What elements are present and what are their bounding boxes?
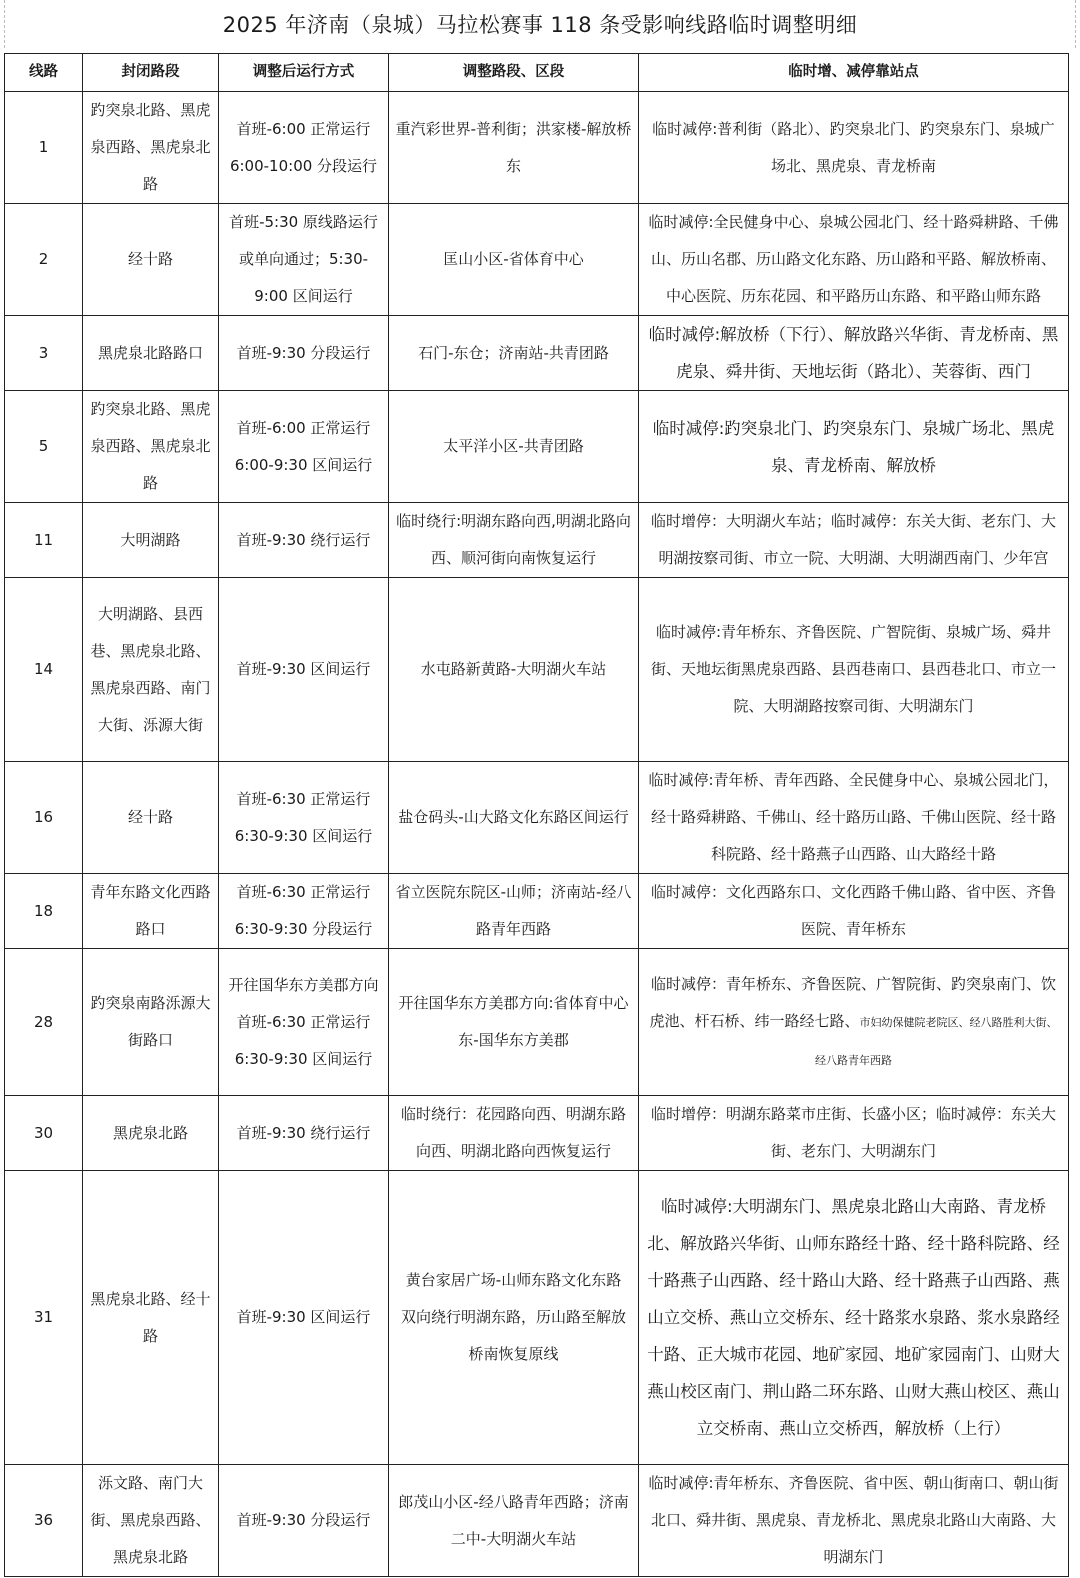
stops: 临时减停：文化西路东口、文化西路千佛山路、省中医、齐鲁医院、青年桥东 bbox=[639, 874, 1069, 949]
segment: 重汽彩世界-普利街；洪家楼-解放桥东 bbox=[389, 92, 639, 204]
stops: 临时减停:趵突泉北门、趵突泉东门、泉城广场北、黑虎泉、青龙桥南、解放桥 bbox=[639, 391, 1069, 503]
table-header-row bbox=[5, 54, 1069, 92]
line-number: 1 bbox=[5, 92, 83, 204]
table-row bbox=[5, 1096, 1069, 1171]
stops: 临时减停:大明湖东门、黑虎泉北路山大南路、青龙桥北、解放路兴华街、山师东路经十路、经十路科院路、经十路燕子山西路、经十路山大路、经十路燕子山西路、燕山立交桥、燕山立交桥东、经十路浆水泉路、浆水泉路经十路、正大城市花园、地矿家园、地矿家园南门、山财大燕山校区南门、荆山路二环东路、山财大燕山校区、燕山立交桥南、燕山立交桥西，解放桥（上行） bbox=[639, 1171, 1069, 1465]
run-mode: 开往国华东方美郡方向 首班-6:30 正常运行 6:30-9:30 区间运行 bbox=[219, 949, 389, 1096]
closed-road: 趵突泉北路、黑虎泉西路、黑虎泉北路 bbox=[83, 391, 219, 503]
segment-detour: 双向绕行明湖东路，历山路至解放桥南恢复原线 bbox=[400, 1308, 626, 1363]
closed-road: 大明湖路、县西巷、黑虎泉北路、黑虎泉西路、南门大街、泺源大街 bbox=[83, 578, 219, 762]
closed-road: 大明湖路 bbox=[83, 503, 219, 578]
segment: 郎茂山小区-经八路青年西路；济南二中-大明湖火车站 bbox=[389, 1465, 639, 1577]
line-number: 36 bbox=[5, 1465, 83, 1577]
line-number: 2 bbox=[5, 204, 83, 316]
closed-road: 黑虎泉北路路口 bbox=[83, 316, 219, 391]
line-number: 18 bbox=[5, 874, 83, 949]
table-row bbox=[5, 503, 1069, 578]
segment: 盐仓码头-山大路文化东路区间运行 bbox=[389, 762, 639, 874]
line-number: 14 bbox=[5, 578, 83, 762]
closed-road: 趵突泉南路泺源大街路口 bbox=[83, 949, 219, 1096]
segment: 临时绕行:明湖东路向西,明湖北路向西、顺河街向南恢复运行 bbox=[389, 503, 639, 578]
stops: 临时减停:全民健身中心、泉城公园北门、经十路舜耕路、千佛山、历山名郡、历山路文化东路、历山路和平路、解放桥南、中心医院、历东花园、和平路历山东路、和平路山师东路 bbox=[639, 204, 1069, 316]
table-row bbox=[5, 204, 1069, 316]
run-mode: 首班-9:30 区间运行 bbox=[219, 1171, 389, 1465]
stops-main: 临时减停：青年桥东、齐鲁医院、广智院街、趵突泉南门、饮虎池、杆石桥、纬一路经七路、 bbox=[649, 974, 1056, 1030]
line-number: 16 bbox=[5, 762, 83, 874]
table-row bbox=[5, 874, 1069, 949]
route-adjustment-table bbox=[4, 53, 1069, 1577]
stops-small-note: 市妇幼保健院老院区、经八路胜利大街、经八路青年西路 bbox=[815, 1015, 1058, 1067]
segment: 匡山小区-省体育中心 bbox=[389, 204, 639, 316]
table-row bbox=[5, 1171, 1069, 1465]
stops: 临时减停:青年桥东、齐鲁医院、省中医、朝山街南口、朝山街北口、舜井街、黑虎泉、青龙桥北、黑虎泉北路山大南路、大明湖东门 bbox=[639, 1465, 1069, 1577]
run-mode: 首班-6:00 正常运行 6:00-9:30 区间运行 bbox=[219, 391, 389, 503]
line-number: 11 bbox=[5, 503, 83, 578]
table-row bbox=[5, 316, 1069, 391]
line-number: 31 bbox=[5, 1171, 83, 1465]
closed-road: 泺文路、南门大街、黑虎泉西路、黑虎泉北路 bbox=[83, 1465, 219, 1577]
closed-road: 经十路 bbox=[83, 762, 219, 874]
header-run-mode: 调整后运行方式 bbox=[219, 54, 389, 92]
closed-road: 黑虎泉北路 bbox=[83, 1096, 219, 1171]
stops bbox=[639, 949, 1069, 1096]
run-mode: 首班-9:30 分段运行 bbox=[219, 1465, 389, 1577]
run-mode: 首班-9:30 区间运行 bbox=[219, 578, 389, 762]
table-row bbox=[5, 578, 1069, 762]
closed-road: 黑虎泉北路、经十路 bbox=[83, 1171, 219, 1465]
segment-primary: 黄台家居广场-山师东路文化东路 bbox=[405, 1271, 622, 1289]
header-segment: 调整路段、区段 bbox=[389, 54, 639, 92]
segment: 石门-东仓；济南站-共青团路 bbox=[389, 316, 639, 391]
table-row bbox=[5, 1465, 1069, 1577]
stops: 临时减停:解放桥（下行）、解放路兴华街、青龙桥南、黑虎泉、舜井街、天地坛街（路北）、芙蓉街、西门 bbox=[639, 316, 1069, 391]
header-closed-road: 封闭路段 bbox=[83, 54, 219, 92]
run-mode: 首班-9:30 绕行运行 bbox=[219, 503, 389, 578]
table-row bbox=[5, 391, 1069, 503]
closed-road: 青年东路文化西路路口 bbox=[83, 874, 219, 949]
segment: 省立医院东院区-山师；济南站-经八路青年西路 bbox=[389, 874, 639, 949]
table-row bbox=[5, 949, 1069, 1096]
stops: 临时增停：明湖东路菜市庄街、长盛小区；临时减停：东关大街、老东门、大明湖东门 bbox=[639, 1096, 1069, 1171]
stops: 临时减停:青年桥、青年西路、全民健身中心、泉城公园北门，经十路舜耕路、千佛山、经十路历山路、千佛山医院、经十路科院路、经十路燕子山西路、山大路经十路 bbox=[639, 762, 1069, 874]
table-row bbox=[5, 92, 1069, 204]
run-mode: 首班-6:30 正常运行 6:30-9:30 区间运行 bbox=[219, 762, 389, 874]
stops: 临时减停:青年桥东、齐鲁医院、广智院街、泉城广场、舜井街、天地坛街黑虎泉西路、县西巷南口、县西巷北口、市立一院、大明湖路按察司街、大明湖东门 bbox=[639, 578, 1069, 762]
closed-road: 趵突泉北路、黑虎泉西路、黑虎泉北路 bbox=[83, 92, 219, 204]
line-number: 28 bbox=[5, 949, 83, 1096]
segment: 开往国华东方美郡方向:省体育中心东-国华东方美郡 bbox=[389, 949, 639, 1096]
line-number: 5 bbox=[5, 391, 83, 503]
run-mode: 首班-9:30 绕行运行 bbox=[219, 1096, 389, 1171]
stops: 临时减停:普利街（路北）、趵突泉北门、趵突泉东门、泉城广场北、黑虎泉、青龙桥南 bbox=[639, 92, 1069, 204]
segment: 临时绕行：花园路向西、明湖东路向西、明湖北路向西恢复运行 bbox=[389, 1096, 639, 1171]
run-mode: 首班-6:30 正常运行 6:30-9:30 分段运行 bbox=[219, 874, 389, 949]
title-bar bbox=[4, 0, 1076, 48]
stops: 临时增停：大明湖火车站；临时减停：东关大街、老东门、大明湖按察司街、市立一院、大明湖、大明湖西南门、少年宫 bbox=[639, 503, 1069, 578]
segment: 太平洋小区-共青团路 bbox=[389, 391, 639, 503]
table-row bbox=[5, 762, 1069, 874]
header-stops: 临时增、减停靠站点 bbox=[639, 54, 1069, 92]
line-number: 3 bbox=[5, 316, 83, 391]
run-mode: 首班-6:00 正常运行 6:00-10:00 分段运行 bbox=[219, 92, 389, 204]
closed-road: 经十路 bbox=[83, 204, 219, 316]
line-number: 30 bbox=[5, 1096, 83, 1171]
segment bbox=[389, 1171, 639, 1465]
segment: 水屯路新黄路-大明湖火车站 bbox=[389, 578, 639, 762]
page-title: 2025 年济南（泉城）马拉松赛事 118 条受影响线路临时调整明细 bbox=[222, 13, 858, 37]
header-line: 线路 bbox=[5, 54, 83, 92]
run-mode: 首班-9:30 分段运行 bbox=[219, 316, 389, 391]
run-mode: 首班-5:30 原线路运行或单向通过；5:30-9:00 区间运行 bbox=[219, 204, 389, 316]
